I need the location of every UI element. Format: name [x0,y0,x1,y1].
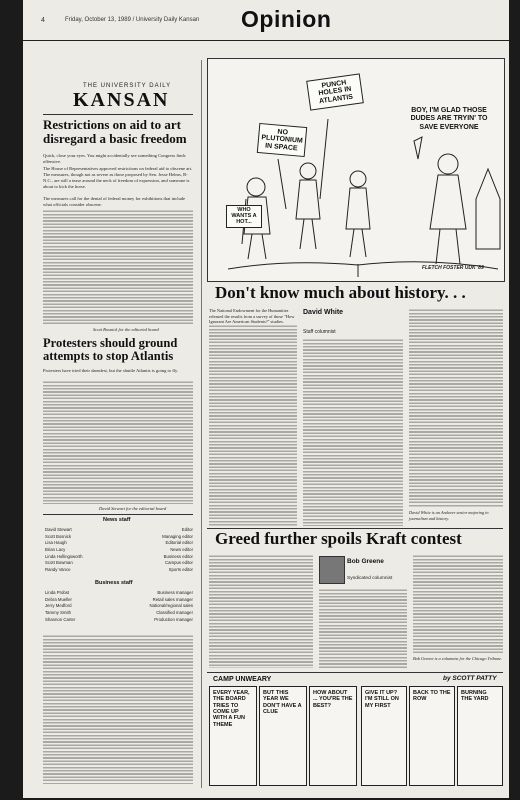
second-story-author-title: Syndicated columnist [347,576,393,581]
comic2-panel-3: BURNING THE YARD [457,686,503,786]
cartoon-speech-balloon: BOY, I'M GLAD THOSE DUDES ARE TRYIN' TO SAVE EVERYONE [410,107,488,131]
protest-sign-atlantis: PUNCH HOLES IN ATLANTIS [306,73,364,110]
second-story-headline: Greed further spoils Kraft contest [215,529,462,548]
main-story-col3 [409,308,503,508]
section-title: Opinion [241,6,332,32]
masthead-rule [43,114,193,115]
dateline: Friday, October 13, 1989 / University Daily Kansan [65,17,200,23]
comics-divider [207,672,503,673]
editorial1-headline: Restrictions on aid to art disregard a basic freedom [43,117,187,146]
second-story-author: Bob Greene [347,558,384,565]
staff-label: News staff [103,517,131,523]
editorial2-byline: David Stewart for the editorial board [99,506,167,511]
main-story-headline: Don't know much about history. . . [215,283,466,302]
editorial1-paragraph: The measures call for the denial of federal money for exhibitions that include what officials consider obscene. [43,196,186,207]
newspaper-page [23,0,509,798]
cartoon-credit: FLETCH FOSTER UDK '89 [422,265,484,271]
policy-text [43,634,193,784]
editorial-cartoon [207,58,505,282]
second-story-col1 [209,554,313,668]
comic1-panel-3: HOW ABOUT ... YOU'RE THE BEST? [309,686,357,786]
author-photo [319,556,345,584]
second-story-col3 [413,554,503,654]
comic2-title: by SCOTT PATTY [443,675,497,682]
business-staff-list: Linda Probst Business manager Debra Mueller Retail sales manager Jerry Medford National/regional sales Tammy Smith Classified manager Shannon Carter Production manager [45,590,193,622]
editorial1-paragraph: The House of Representatives approved restrictions on federal aid to obscene art. The measures, though not as severe as those proposed by Sen. Jesse Helms, R-N.C., are still a tease around the neck of freedom of expression, and someone is about to kick the horse. [43,166,193,189]
second-story-note: Bob Greene is a columnist for the Chicago Tribune. [413,656,502,661]
second-story-col2 [319,588,407,668]
page-header [23,0,509,41]
editorial1-body [43,209,193,325]
editorial1-byline: Scott Bosnick for the editorial board [93,327,159,332]
comic2-panel-2: BACK TO THE ROW [409,686,455,786]
comic1-panel-1: EVERY YEAR, THE BOARD TRIES TO COME UP WITH A FUN THEME [209,686,257,786]
editorial2-headline: Protesters should ground attempts to stop Atlantis [43,336,178,364]
main-story-lead: The National Endowment for the Humanities released the results from a survey of those "How Ignorant Are American Students?" studies. [209,308,297,325]
staff-rule [43,514,193,515]
comic2-panel-1: GIVE IT UP? I'M STILL ON MY FIRST [361,686,407,786]
protest-sign-hot: WHO WANTS A HOT... [226,205,262,228]
main-story-author: David White [303,309,344,316]
column-divider [201,60,202,788]
editorial1-lead: Quick, close your eyes. You might accidentally see something Congress finds offensive. [43,153,186,164]
main-story-author-title: Staff columnist [303,329,336,335]
main-story-col1 [209,308,297,526]
main-story-note: David White is an Andover senior majoring in journalism and history. [409,510,489,521]
business-staff-label: Business staff [95,580,133,586]
editorial2-lead: Protesters have tried their darndest, but the shuttle Atlantis is going to fly. [43,368,179,373]
staff-list: David Stewart Editor Scott Bosnick Managing editor Lisa Haugh Editorial editor Brian Lacy News editor Linda Hollingsworth Business editor Scott Bowman Campus editor Randy Vance Sports editor [45,527,193,572]
comic1-panel-2: BUT THIS YEAR WE DON'T HAVE A CLUE [259,686,307,786]
masthead-tagline: THE UNIVERSITY DAILY [83,83,172,89]
page-number: 4 [41,17,45,24]
masthead-name: KANSAN [73,89,170,111]
comic1-title: CAMP UNWEARY [213,676,272,683]
editorial2-body [43,380,193,504]
protest-sign-plutonium: NO PLUTONIUM IN SPACE [257,123,307,157]
main-story-col2 [303,338,403,526]
